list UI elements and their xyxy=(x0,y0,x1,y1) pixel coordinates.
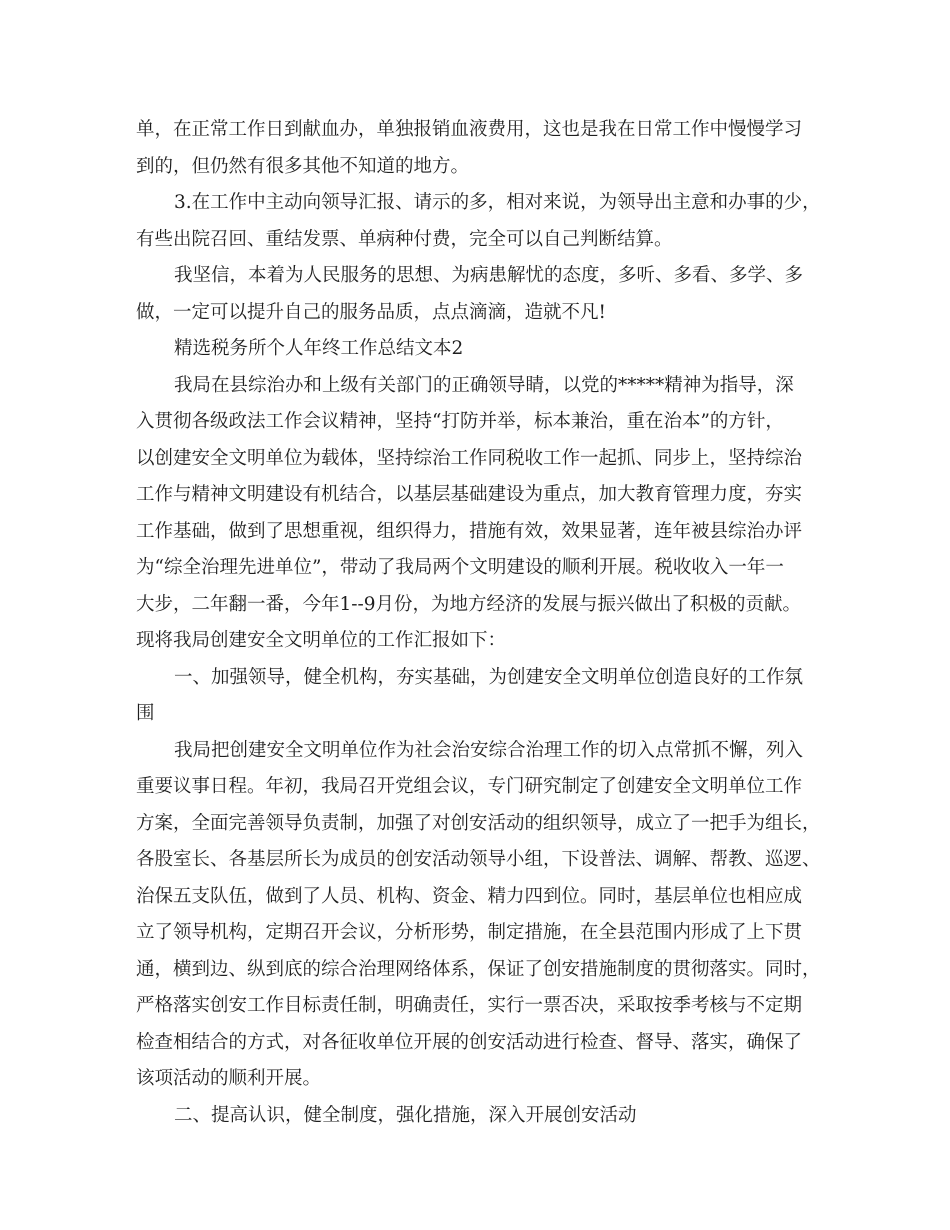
text-line: 我局在县综治办和上级有关部门的正确领导睛，以党的*****精神为指导，深 xyxy=(174,374,794,396)
text-line: 严格落实创安工作目标责任制，明确责任，实行一票否决，采取按季考核与不定期 xyxy=(136,995,803,1016)
text-line: 围 xyxy=(136,703,155,724)
text-line: 以创建安全文明单位为载体，坚持综治工作同税收工作一起抓、同步上，坚持综治 xyxy=(136,447,803,469)
text-line: 入贯彻各级政法工作会议精神，坚持“打防并举，标本兼治，重在治本”的方针， xyxy=(136,411,784,432)
text-line: 为“综全治理先进单位”，带动了我局两个文明建设的顺利开展。税收收入一年一 xyxy=(136,557,784,578)
text-line: 现将我局创建安全文明单位的工作汇报如下： xyxy=(136,630,507,651)
text-line: 3.在工作中主动向领导汇报、请示的多，相对来说，为领导出主意和办事的少， xyxy=(174,192,821,213)
text-line: 一、加强领导，健全机构，夯实基础，为创建安全文明单位创造良好的工作氛 xyxy=(174,666,804,688)
text-line: 精选税务所个人年终工作总结文本2 xyxy=(174,338,464,359)
text-line: 该项活动的顺利开展。 xyxy=(136,1068,322,1089)
text-line: 检查相结合的方式，对各征收单位开展的创安活动进行检查、督导、落实，确保了 xyxy=(136,1031,803,1053)
paragraph xyxy=(136,185,826,258)
text-line: 方案，全面完善领导负责制，加强了对创安活动的组织领导，成立了一把手为组长， xyxy=(136,812,821,834)
text-line: 做，一定可以提升自己的服务品质，点点滴滴，造就不凡! xyxy=(136,301,606,323)
paragraph xyxy=(136,660,826,733)
paragraph xyxy=(136,258,826,331)
text-line: 二、提高认识，健全制度，强化措施，深入开展创安活动 xyxy=(174,1104,637,1126)
text-line: 工作与精神文明建设有机结合，以基层基础建设为重点，加大教育管理力度，夯实 xyxy=(136,484,803,505)
text-line: 各股室长、各基层所长为成员的创安活动领导小组，下设普法、调解、帮教、巡逻、 xyxy=(136,849,821,870)
text-line: 单，在正常工作日到献血办，单独报销血液费用，这也是我在日常工作中慢慢学习 xyxy=(136,119,803,140)
document-body xyxy=(136,112,826,1134)
paragraph xyxy=(136,1098,826,1135)
text-line: 大步，二年翻一番，今年1--9月份，为地方经济的发展与振兴做出了积极的贡献。 xyxy=(136,593,802,615)
text-line: 工作基础，做到了思想重视，组织得力，措施有效，效果显著，连年被县综治办评 xyxy=(136,520,803,542)
text-line: 治保五支队伍，做到了人员、机构、资金、精力四到位。同时，基层单位也相应成 xyxy=(136,885,803,907)
text-line: 我坚信，本着为人民服务的思想、为病患解忧的态度，多听、多看、多学、多 xyxy=(174,265,804,286)
paragraph xyxy=(136,733,826,1098)
text-line: 立了领导机构，定期召开会议，分析形势，制定措施，在全县范围内形成了上下贯 xyxy=(136,922,803,943)
text-line: 有些出院召回、重结发票、单病种付费，完全可以自己判断结算。 xyxy=(136,228,673,250)
text-line: 通，横到边、纵到底的综合治理网络体系，保证了创安措施制度的贯彻落实。同时， xyxy=(136,958,821,980)
text-line: 到的，但仍然有很多其他不知道的地方。 xyxy=(136,155,470,177)
text-line: 重要议事日程。年初，我局召开党组会议，专门研究制定了创建安全文明单位工作 xyxy=(136,776,803,797)
paragraph xyxy=(136,368,826,660)
paragraph xyxy=(136,112,826,185)
paragraph xyxy=(136,331,826,368)
text-line: 我局把创建安全文明单位作为社会治安综合治理工作的切入点常抓不懈，列入 xyxy=(174,739,804,761)
